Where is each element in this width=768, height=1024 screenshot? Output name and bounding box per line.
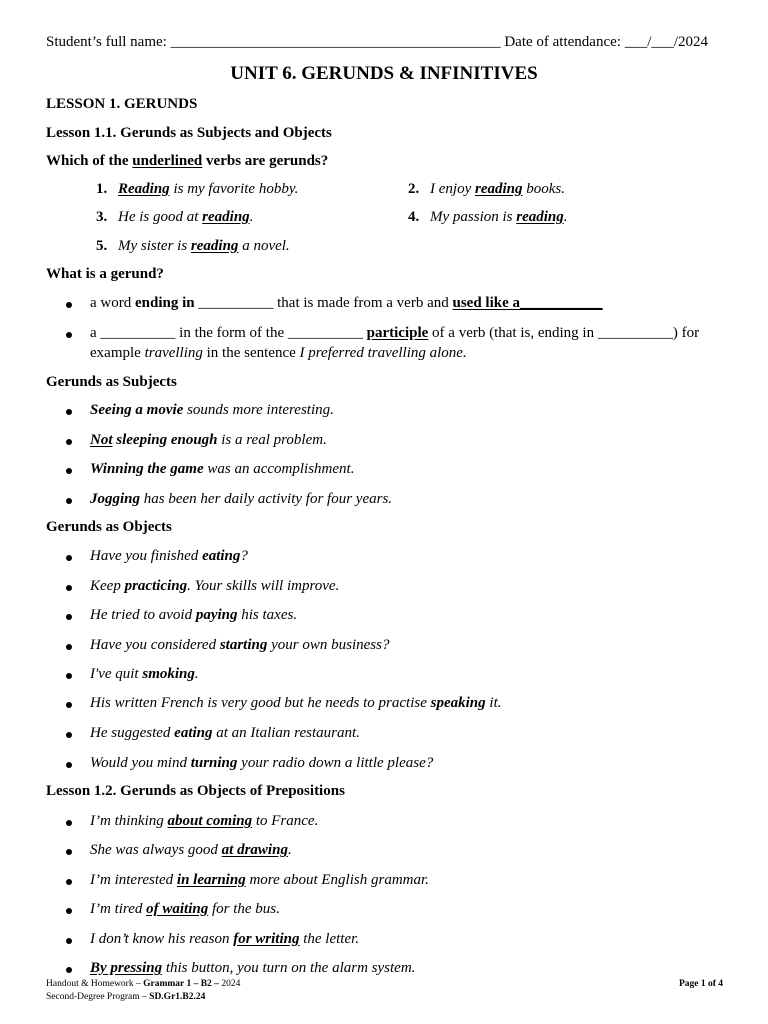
example-rest: was an accomplishment.	[203, 461, 355, 477]
example-rest: is a real problem.	[217, 432, 327, 448]
preposition-example-2	[90, 842, 292, 859]
preposition-example-5	[90, 931, 359, 948]
name-label: Student’s full name:	[46, 34, 171, 50]
example-gerund: eating	[174, 725, 213, 741]
definition-line-2	[90, 325, 699, 342]
example-pre: I've quit	[90, 666, 143, 682]
bullet-icon	[66, 585, 72, 591]
definition-line-2-cont	[90, 345, 467, 362]
example-gerund: turning	[190, 755, 238, 771]
object-example-7	[90, 725, 360, 742]
subject-example-2	[90, 432, 327, 449]
student-info-line	[46, 34, 708, 51]
example-rest: has been her daily activity for four years.	[140, 491, 393, 507]
bullet-icon	[66, 614, 72, 620]
example-post: his taxes.	[237, 607, 298, 623]
example-post: to France.	[252, 813, 319, 829]
example-post: your own business?	[267, 637, 390, 653]
def-bold: ending in	[135, 295, 195, 311]
example-gerund-phrase: in learning	[176, 872, 246, 888]
unit-title: UNIT 6. GERUNDS & INFINITIVES	[230, 63, 538, 84]
item-text-post: .	[563, 209, 568, 225]
bullet-icon	[66, 644, 72, 650]
exercise-item-3	[96, 209, 253, 226]
footer-bold: SD.Gr1.B2.24	[149, 992, 206, 1002]
question-pre: Which of the	[46, 153, 133, 169]
example-post: at an Italian restaurant.	[212, 725, 360, 741]
def-text: example	[90, 345, 145, 361]
example-post: the letter.	[299, 931, 360, 947]
example-pre: He suggested	[90, 725, 175, 741]
example-gerund: Winning the game	[90, 461, 204, 477]
bullet-icon	[66, 967, 72, 973]
exercise-item-5	[96, 238, 290, 255]
def-italic: travelling	[144, 345, 203, 361]
example-post: ?	[240, 548, 248, 564]
def-blank: ___________	[520, 295, 603, 311]
bullet-icon	[66, 820, 72, 826]
exercise-question	[46, 153, 328, 170]
definition-line-1	[90, 295, 603, 312]
example-post: it.	[485, 695, 502, 711]
what-is-gerund-heading: What is a gerund?	[46, 266, 164, 282]
example-pre: His written French is very good but he needs to practise	[90, 695, 431, 711]
example-post: this button, you turn on the alarm system.	[162, 960, 416, 976]
def-bold-underlined: participle	[366, 325, 429, 341]
item-text-pre: My sister is	[118, 238, 191, 254]
item-text-post: is my favorite hobby.	[169, 181, 299, 197]
item-number: 2.	[408, 181, 420, 197]
footer-line-2	[46, 992, 205, 1002]
example-pre: Have you considered	[90, 637, 220, 653]
object-example-5	[90, 666, 199, 683]
bullet-icon	[66, 302, 72, 308]
object-example-4	[90, 637, 389, 654]
bullet-icon	[66, 762, 72, 768]
example-post: more about English grammar.	[245, 872, 429, 888]
example-gerund: sleeping enough	[112, 432, 218, 448]
item-target-verb: reading	[190, 238, 239, 254]
bullet-icon	[66, 732, 72, 738]
bullet-icon	[66, 908, 72, 914]
example-pre: Keep	[90, 578, 125, 594]
example-gerund: Jogging	[90, 491, 141, 507]
item-target-verb: Reading	[118, 181, 170, 197]
bullet-icon	[66, 555, 72, 561]
date-blank: ___/___/2024	[624, 34, 709, 50]
example-gerund: practicing	[124, 578, 188, 594]
preposition-example-4	[90, 901, 280, 918]
lesson-1-2-heading: Lesson 1.2. Gerunds as Objects of Prepositions	[46, 783, 345, 799]
object-example-8	[90, 755, 433, 772]
example-gerund-phrase: of waiting	[146, 901, 209, 917]
subject-example-4	[90, 491, 392, 508]
preposition-example-1	[90, 813, 318, 830]
example-post: . Your skills will improve.	[187, 578, 340, 594]
example-gerund: Seeing a movie	[90, 402, 184, 418]
def-text: of a verb (that is, ending in __________) for	[428, 325, 700, 341]
footer-text: 2024	[221, 979, 241, 989]
bullet-icon	[66, 409, 72, 415]
example-gerund-phrase: By pressing	[90, 960, 163, 976]
object-example-3	[90, 607, 297, 624]
object-example-2	[90, 578, 339, 595]
example-underlined: Not	[90, 432, 113, 448]
def-text: a word	[90, 295, 135, 311]
item-target-verb: reading	[474, 181, 523, 197]
example-gerund: paying	[195, 607, 238, 623]
example-pre: Have you finished	[90, 548, 203, 564]
example-post: your radio down a little please?	[237, 755, 434, 771]
example-gerund-phrase: for writing	[233, 931, 300, 947]
footer-bold: Grammar 1 – B2 –	[143, 979, 222, 989]
exercise-item-2	[408, 181, 565, 198]
example-gerund: starting	[219, 637, 268, 653]
def-bold-underlined: used like a	[452, 295, 520, 311]
example-gerund-phrase: at drawing	[221, 842, 288, 858]
def-text: in the sentence	[202, 345, 300, 361]
bullet-icon	[66, 702, 72, 708]
example-rest: sounds more interesting.	[183, 402, 334, 418]
item-text-pre: My passion is	[430, 209, 517, 225]
item-number: 4.	[408, 209, 420, 225]
item-text-pre: I enjoy	[430, 181, 475, 197]
example-pre: Would you mind	[90, 755, 191, 771]
subjects-heading: Gerunds as Subjects	[46, 374, 177, 390]
item-text-post: .	[249, 209, 254, 225]
example-pre: I don’t know his reason	[90, 931, 234, 947]
example-pre: I’m tired	[90, 901, 147, 917]
item-text-post: books.	[522, 181, 565, 197]
subject-example-3	[90, 461, 354, 478]
example-gerund: speaking	[430, 695, 486, 711]
question-underlined: underlined	[132, 153, 203, 169]
lesson-1-heading: LESSON 1. GERUNDS	[46, 96, 198, 112]
def-text: a __________ in the form of the __________	[90, 325, 367, 341]
example-gerund-phrase: about coming	[167, 813, 253, 829]
example-pre: He tried to avoid	[90, 607, 196, 623]
example-pre: I’m interested	[90, 872, 177, 888]
bullet-icon	[66, 673, 72, 679]
object-example-1	[90, 548, 248, 565]
lesson-1-1-heading: Lesson 1.1. Gerunds as Subjects and Objects	[46, 125, 332, 141]
item-number: 3.	[96, 209, 108, 225]
date-label: Date of attendance:	[500, 34, 625, 50]
subject-example-1	[90, 402, 334, 419]
footer-text: Handout & Homework –	[46, 979, 144, 989]
example-post: .	[287, 842, 292, 858]
name-blank: ____________________________________________	[170, 34, 501, 50]
bullet-icon	[66, 332, 72, 338]
bullet-icon	[66, 468, 72, 474]
bullet-icon	[66, 498, 72, 504]
item-text-post: a novel.	[238, 238, 290, 254]
footer-text: Second-Degree Program –	[46, 992, 150, 1002]
item-target-verb: reading	[202, 209, 250, 225]
bullet-icon	[66, 938, 72, 944]
example-post: .	[194, 666, 199, 682]
preposition-example-3	[90, 872, 429, 889]
preposition-example-6	[90, 960, 415, 977]
item-number: 5.	[96, 238, 108, 254]
objects-heading: Gerunds as Objects	[46, 519, 172, 535]
example-pre: She was always good	[90, 842, 222, 858]
item-number: 1.	[96, 181, 108, 197]
example-post: for the bus.	[208, 901, 280, 917]
def-example: I preferred travelling alone.	[299, 345, 467, 361]
bullet-icon	[66, 879, 72, 885]
footer-line-1	[46, 979, 240, 989]
example-gerund: eating	[202, 548, 241, 564]
bullet-icon	[66, 849, 72, 855]
def-text: __________ that is made from a verb and	[194, 295, 453, 311]
item-text-pre: He is good at	[118, 209, 203, 225]
exercise-item-1	[96, 181, 298, 198]
bullet-icon	[66, 439, 72, 445]
example-gerund: smoking	[142, 666, 195, 682]
exercise-item-4	[408, 209, 568, 226]
example-pre: I’m thinking	[90, 813, 168, 829]
question-post: verbs are gerunds?	[202, 153, 329, 169]
page-number: Page 1 of 4	[678, 979, 723, 989]
item-target-verb: reading	[516, 209, 564, 225]
object-example-6	[90, 695, 502, 712]
